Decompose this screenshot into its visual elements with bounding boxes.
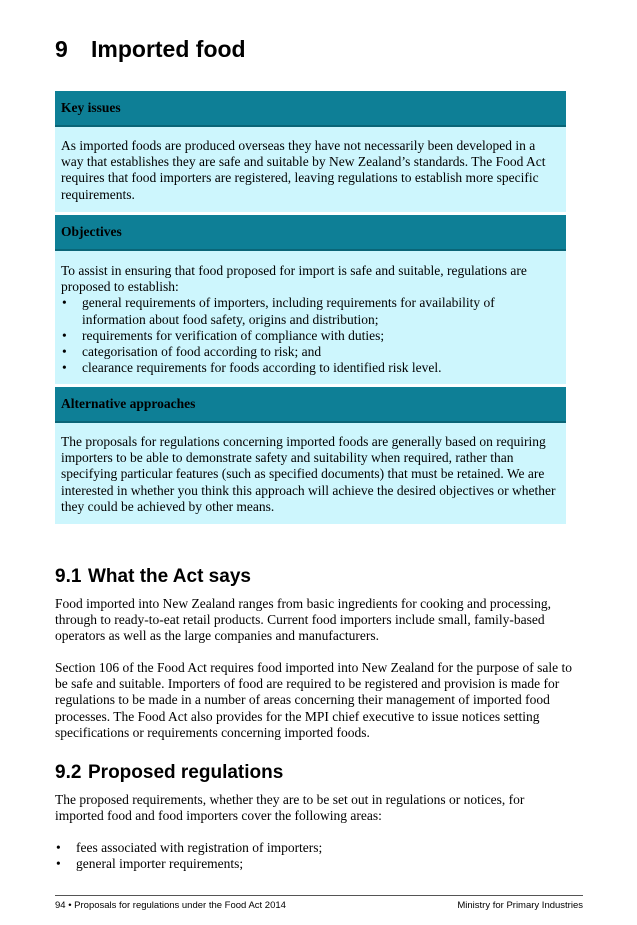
paragraph (55, 596, 575, 645)
key-issues-text: As imported foods are produced overseas they have not necessarily been developed in a way that establishes they are safe and suitable by New Zealand’s standards. The Food Act requires that food importers are registered, leaving regulations to establish more specific requirements. (61, 138, 546, 202)
alternatives-text: The proposals for regulations concerning imported foods are generally based on requiring importers to be able to demonstrate safety and suitability when required, rather than specifying particular features (such as specified documents) that must be retained. We are interested in whether you think this approach will achieve the desired objectives or whether they could be achieved by other means. (61, 434, 556, 514)
alternatives-heading: Alternative approaches (61, 396, 196, 411)
list-item: • categorisation of food according to risk; and (61, 344, 560, 360)
chapter-title: Imported food (91, 36, 246, 62)
paragraph (55, 792, 575, 824)
key-issues-body (55, 127, 566, 212)
paragraph-text: Food imported into New Zealand ranges from basic ingredients for cooking and processing, through to ready-to-eat retail products. Current food importers include small, family-based operators as well as the large companies and manufacturers. (55, 596, 551, 644)
objectives-header (55, 215, 566, 251)
alternatives-header (55, 387, 566, 423)
section-title: What the Act says (88, 566, 251, 587)
objectives-list (61, 295, 560, 376)
paragraph-text: The proposed requirements, whether they are to be set out in regulations or notices, for imported food and food importers cover the following areas: (55, 792, 525, 824)
list-item: • general requirements of importers, including requirements for availability of information about food safety, origins and distribution; (61, 295, 560, 327)
section-heading-9-2 (55, 761, 283, 785)
objectives-body (55, 251, 566, 384)
paragraph-text: Section 106 of the Food Act requires food imported into New Zealand for the purpose of sale to be safe and suitable. Importers of food are required to be registered and provision is made for regulations to be made in a number of areas concerning their management of imported food processes. The Food Act also provides for the MPI chief executive to issue notices setting specifications or requirements concerning imported foods. (55, 660, 573, 740)
footer-divider (55, 895, 583, 896)
list-item: • requirements for verification of compliance with duties; (61, 328, 560, 344)
objectives-intro: To assist in ensuring that food proposed for import is safe and suitable, regulations are proposed to establish: (61, 263, 527, 295)
section-title: Proposed regulations (88, 762, 284, 783)
objectives-heading: Objectives (61, 224, 122, 239)
list-item: • general importer requirements; (55, 856, 575, 872)
alternatives-body (55, 423, 566, 524)
footer-publisher: Ministry for Primary Industries (457, 900, 583, 911)
section-heading-9-1 (55, 565, 251, 589)
list-item: • clearance requirements for foods according to identified risk level. (61, 360, 560, 376)
paragraph (55, 660, 575, 741)
chapter-heading (55, 34, 246, 64)
list-item: • fees associated with registration of importers; (55, 840, 575, 856)
section-number: 9.1 (55, 566, 82, 587)
proposed-areas-list (55, 840, 575, 872)
footer-page-info: 94 • Proposals for regulations under the Food Act 2014 (55, 900, 286, 911)
key-issues-heading: Key issues (61, 100, 121, 115)
chapter-number: 9 (55, 36, 68, 62)
key-issues-header (55, 91, 566, 127)
section-number: 9.2 (55, 762, 82, 783)
